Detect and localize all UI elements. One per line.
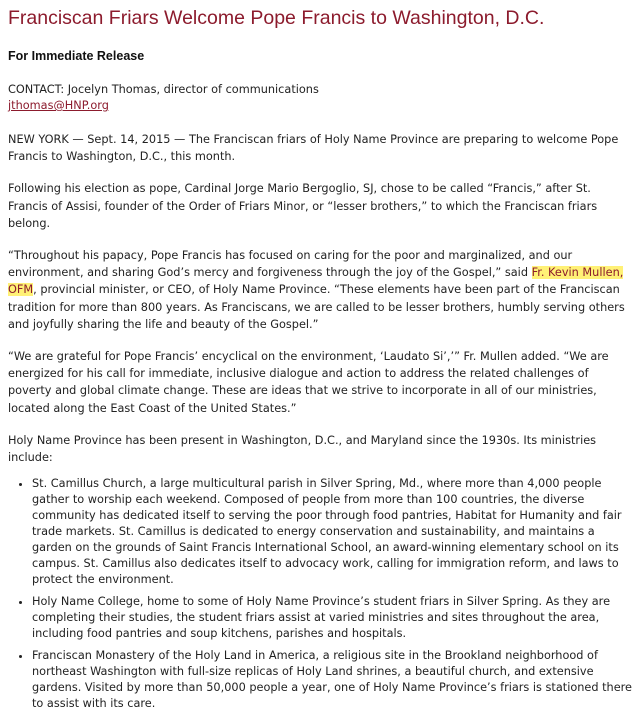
kevin-mullen-link[interactable]: Fr. Kevin Mullen, OFM	[8, 266, 624, 297]
paragraph-encyclical: “We are grateful for Pope Francis’ encyclical on the environment, ‘Laudato Si’,’” Fr. Mullen added. “We are energized for his call for immediate, inclusive dialogue and action to address the related challenges of poverty and global climate change. These are ideas that we strive to incorporate in all of our ministries, located along the East Coast of the United States.”	[8, 350, 609, 415]
quote-text-before: “Throughout his papacy, Pope Francis has focused on caring for the poor and marginalized, and our environment, and sharing God’s mercy and forgiveness through the joy of the Gospel,” said	[8, 249, 573, 280]
paragraph-quote	[8, 247, 634, 333]
quote-text-after: , provincial minister, or CEO, of Holy Name Province. “These elements have been part of the Franciscan tradition for more than 800 years. As Franciscans, we are called to be lesser brothers, humbly serving others and joyfully sharing the life and beauty of the Gospel.”	[8, 283, 625, 331]
list-item: • St. Camillus Church, a large multicultural parish in Silver Spring, Md., where more than 4,000 people gather to worship each weekend. Composed of people from more than 100 countries, the diverse community has dedicated itself to serving the poor through food pantries, Habitat for Humanity and fair trade markets. St. Camillus is dedicated to energy conservation and sustainability, and maintains a garden on the grounds of Saint Francis International School, an award-winning elementary school on its campus. St. Camillus also dedicates itself to advocacy work, calling for immigration reform, and laws to protect the environment.	[32, 476, 634, 588]
ministries-list	[8, 476, 634, 712]
release-label: For Immediate Release	[8, 49, 145, 63]
list-item: • Franciscan Monastery of the Holy Land in America, a religious site in the Brookland neighborhood of northeast Washington with full-size replicas of Holy Land shrines, a beautiful church, and extensive gardens. Visited by more than 50,000 people a year, one of Holy Name Province’s friars is stationed there to assist with its care.	[32, 648, 634, 712]
list-item: • Holy Name College, home to some of Holy Name Province’s student friars in Silver Spring. As they are completing their studies, the student friars assist at varied ministries and sites throughout the area, including food pantries and soup kitchens, parishes and hospitals.	[32, 594, 634, 642]
contact-line: CONTACT: Jocelyn Thomas, director of communications	[8, 83, 319, 96]
contact-email-link[interactable]: jthomas@HNP.org	[8, 99, 109, 112]
page-title: Franciscan Friars Welcome Pope Francis to Washington, D.C.	[8, 7, 545, 29]
press-release	[8, 0, 634, 718]
contact-block	[8, 82, 634, 114]
paragraph-ministries-intro: Holy Name Province has been present in Washington, D.C., and Maryland since the 1930s. Its ministries include:	[8, 433, 597, 465]
paragraph-election: Following his election as pope, Cardinal Jorge Mario Bergoglio, SJ, chose to be called “Francis,” after St. Francis of Assisi, founder of the Order of Friars Minor, or “lesser brothers,” to which the Franciscan friars belong.	[8, 182, 598, 230]
paragraph-dateline: NEW YORK — Sept. 14, 2015 — The Franciscan friars of Holy Name Province are preparing to welcome Pope Francis to Washington, D.C., this month.	[8, 133, 619, 164]
